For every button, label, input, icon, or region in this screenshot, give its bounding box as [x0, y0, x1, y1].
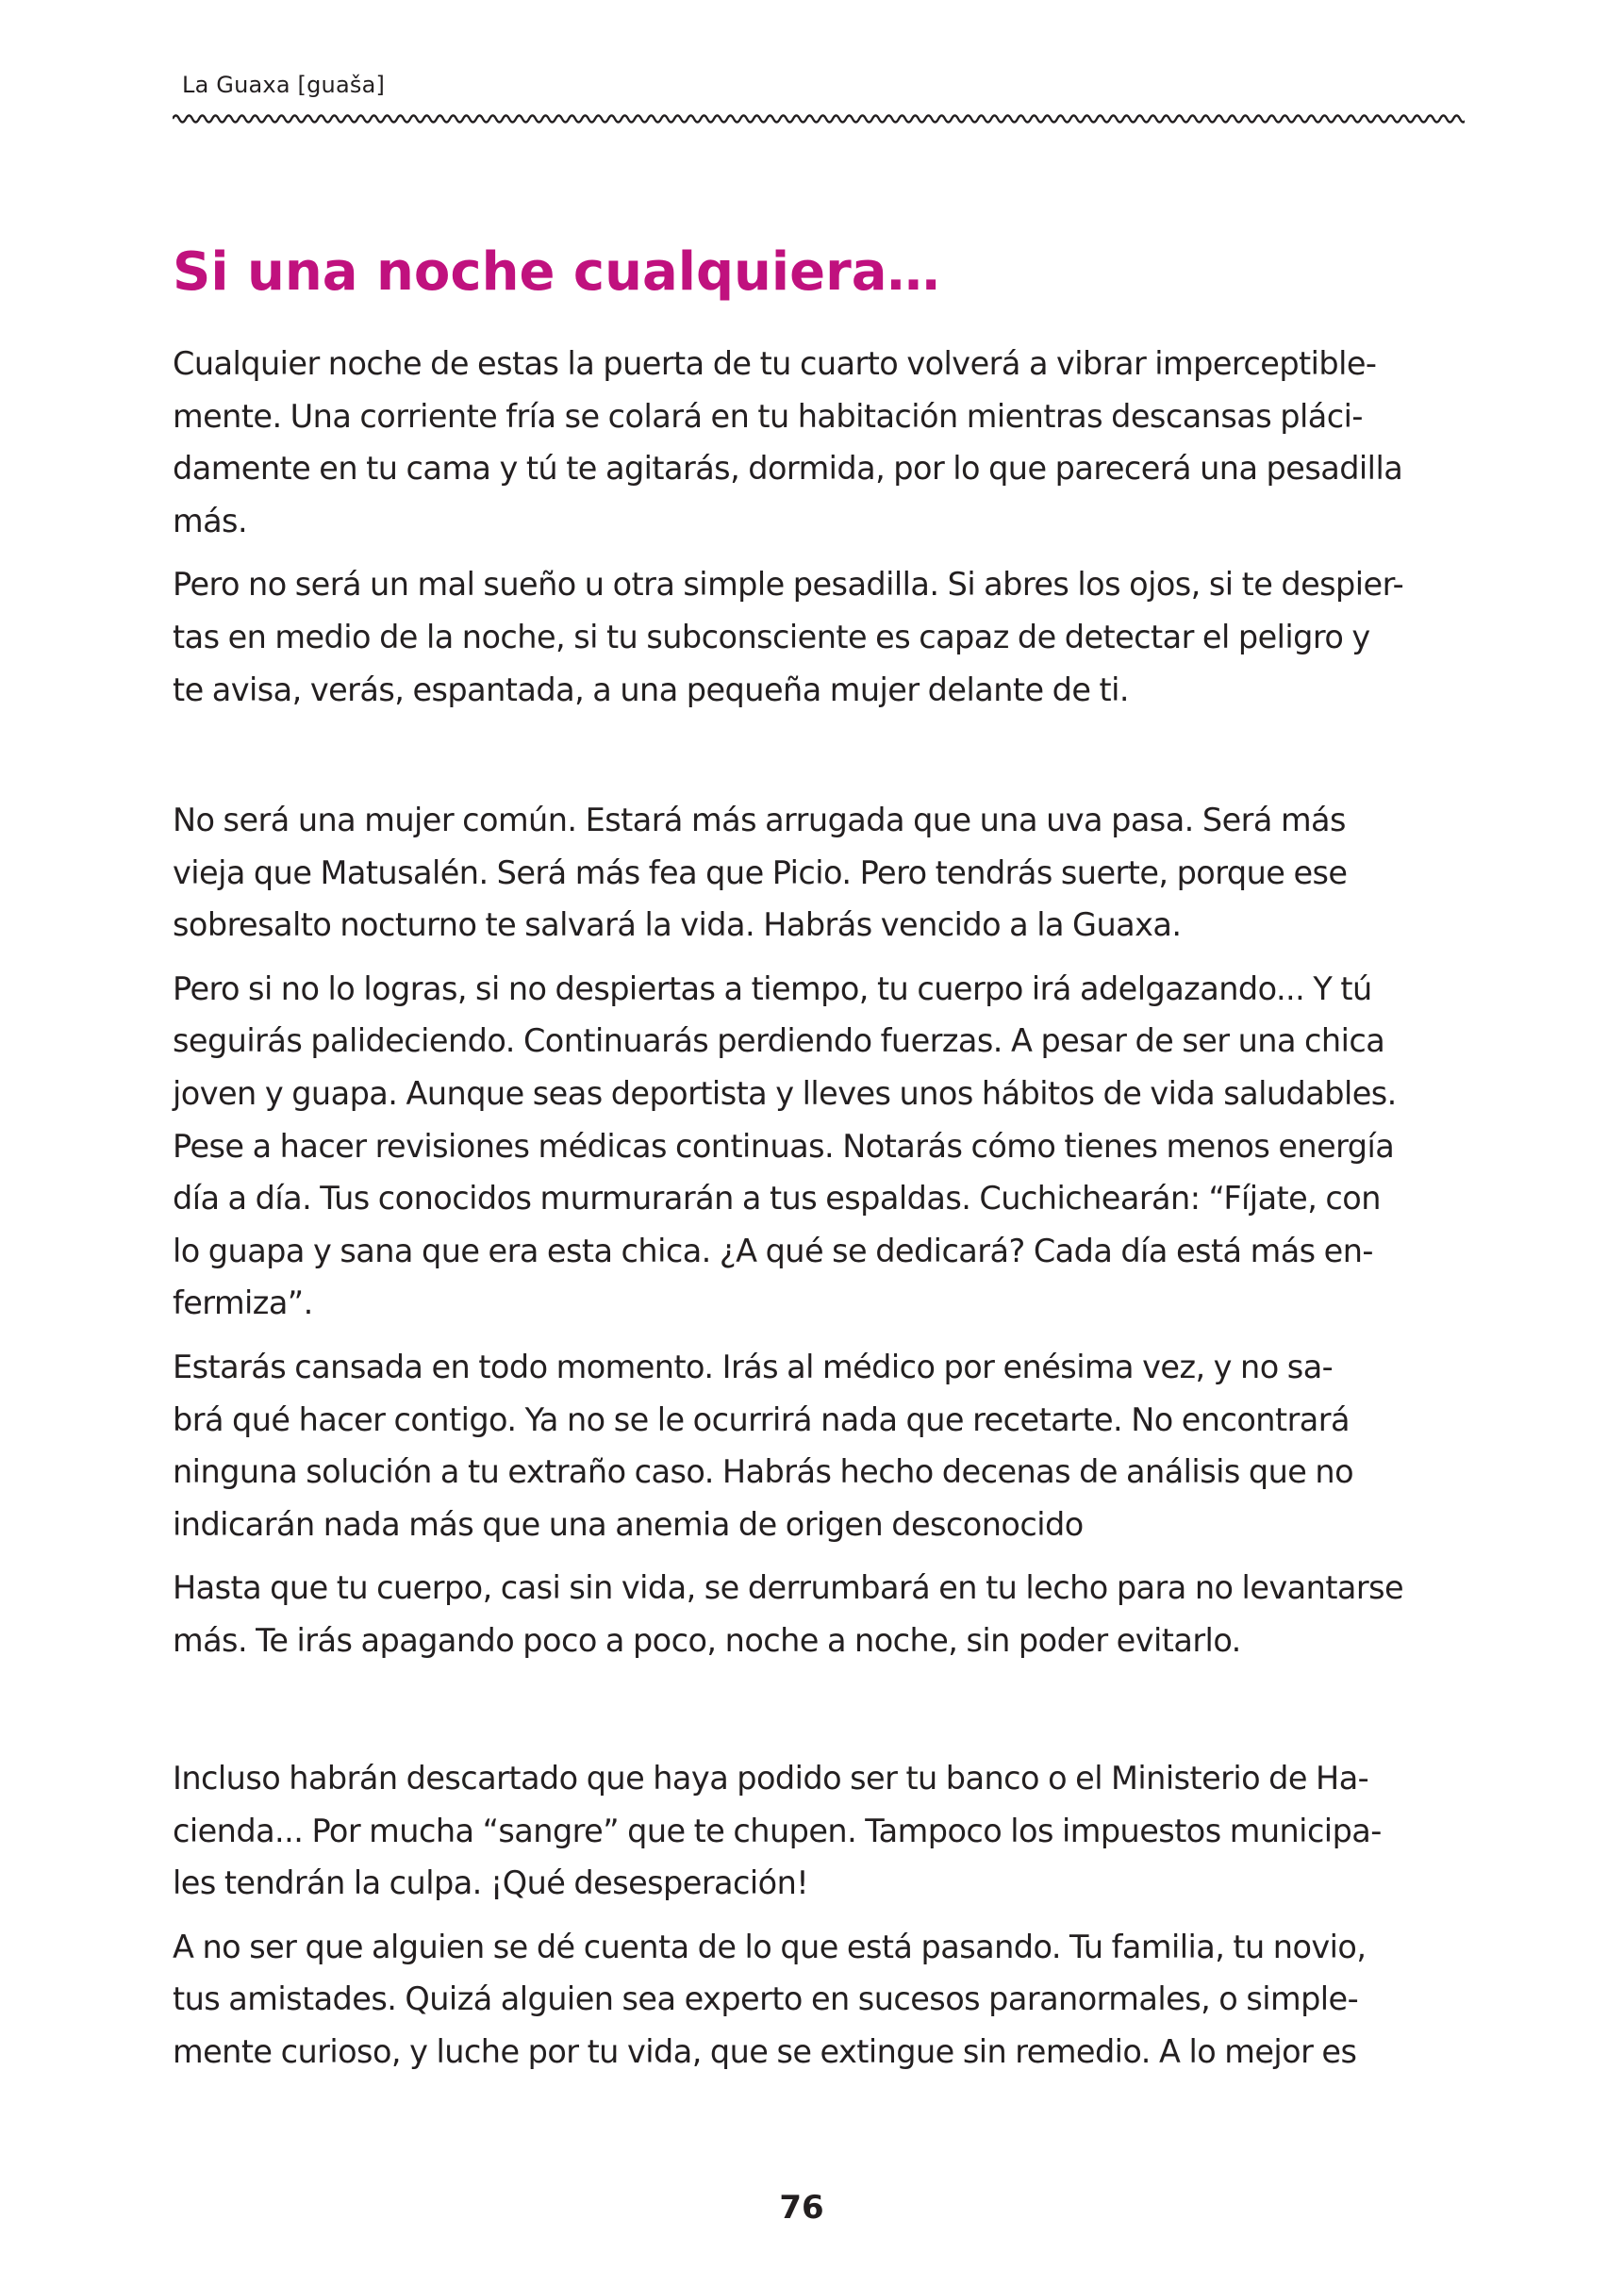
wavy-divider	[173, 109, 1465, 128]
paragraph: Hasta que tu cuerpo, casi sin vida, se derrumbará en tu lecho para no levantarse más. Te irás apagando poco a poco, noche a noche, sin poder evitarlo.	[173, 1569, 1404, 1659]
paragraph: Pero no será un mal sueño u otra simple pesadilla. Si abres los ojos, si te despier- tas en medio de la noche, si tu subconsciente es capaz de detectar el peligro y te avisa, verás, espantada, a una pequeña mujer delante de ti.	[173, 566, 1404, 708]
page-number: 76	[779, 2189, 824, 2227]
paragraph: A no ser que alguien se dé cuenta de lo que está pasando. Tu familia, tu novio, tus amistades. Quizá alguien sea experto en sucesos paranormales, o simple- mente curioso, y luche por tu vida, que se extingue sin remedio. A lo mejor es	[173, 1928, 1367, 2070]
chapter-title: Si una noche cualquiera…	[173, 241, 940, 303]
text-block	[173, 1752, 1465, 2090]
running-head: La Guaxa [guaša]	[182, 72, 386, 98]
text-block	[173, 794, 1465, 1679]
paragraph: No será una mujer común. Estará más arrugada que una uva pasa. Será más vieja que Matusalén. Será más fea que Picio. Pero tendrás suerte, porque ese sobresalto nocturno te salvará la vida. Habrás vencido a la Guaxa.	[173, 802, 1348, 944]
paragraph: Pero si no lo logras, si no despiertas a tiempo, tu cuerpo irá adelgazando... Y tú seguirás palideciendo. Continuarás perdiendo fuerzas. A pesar de ser una chica joven y guapa. Aunque seas deportista y lleves unos hábitos de vida saludables. Pese a hacer revisiones médicas continuas. Notarás cómo tienes menos energía día a día. Tus conocidos murmurarán a tus espaldas. Cuchichearán: “Fíjate, con lo guapa y sana que era esta chica. ¿A qué se dedicará? Cada día está más en- fermiza”.	[173, 969, 1397, 1322]
text-block	[173, 338, 1465, 727]
paragraph: Incluso habrán descartado que haya podido ser tu banco o el Ministerio de Ha- cienda... Por mucha “sangre” que te chupen. Tampoco los impuestos municipa- les tendrán la culpa. ¡Qué desesperación!	[173, 1760, 1382, 1902]
paragraph: Cualquier noche de estas la puerta de tu cuarto volverá a vibrar imperceptible- mente. Una corriente fría se colará en tu habitación mientras descansas pláci- damente en tu cama y tú te agitarás, dormida, por lo que parecerá una pesadilla más.	[173, 345, 1403, 539]
paragraph: Estarás cansada en todo momento. Irás al médico por enésima vez, y no sa- brá qué hacer contigo. Ya no se le ocurrirá nada que recetarte. No encontrará ninguna solución a tu extraño caso. Habrás hecho decenas de análisis que no indicarán nada más que una anemia de origen desconocido	[173, 1348, 1354, 1543]
